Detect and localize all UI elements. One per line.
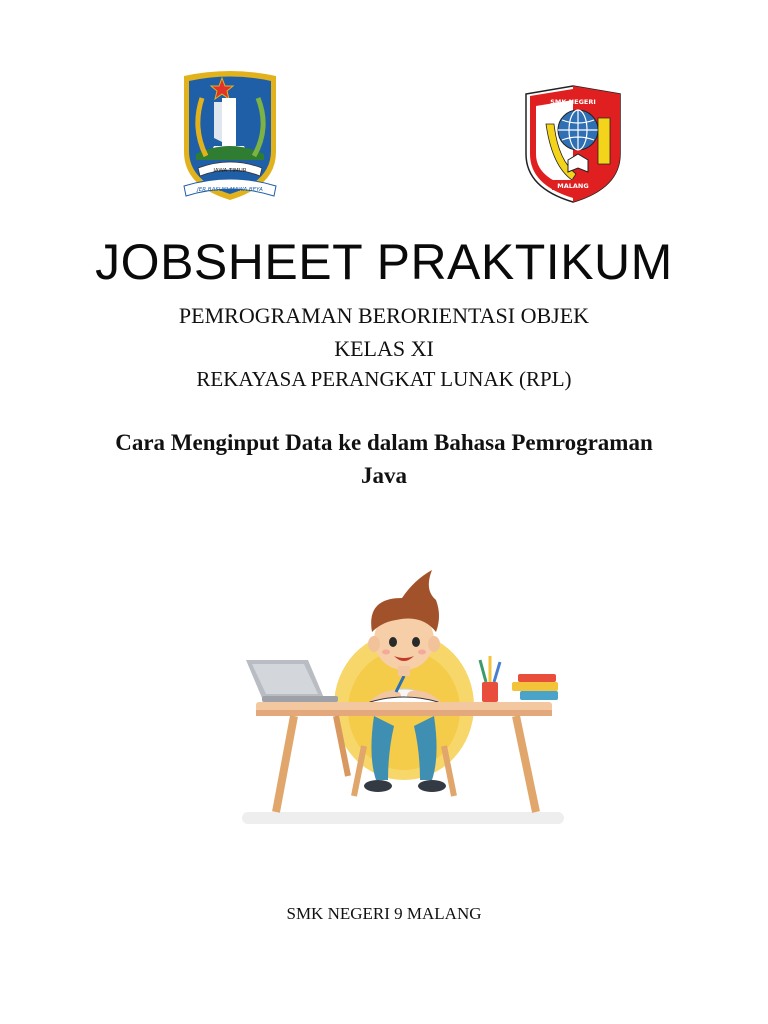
study-program: REKAYASA PERANGKAT LUNAK (RPL) xyxy=(196,367,572,391)
topic-heading xyxy=(60,426,708,492)
class-level: KELAS XI xyxy=(334,336,434,361)
smk-negeri-malang-emblem-icon xyxy=(522,84,624,204)
boy-studying-at-desk-icon xyxy=(236,556,566,832)
school-name: SMK NEGERI 9 MALANG xyxy=(286,904,482,923)
subject-name: PEMROGRAMAN BERORIENTASI OBJEK xyxy=(178,303,590,328)
smk-bottom-text: MALANG xyxy=(557,182,589,190)
topic-line-1: Cara Menginput Data ke dalam Bahasa Pemrograman xyxy=(115,430,653,455)
jatim-motto-text: JER BASUKI MAWA BEYA xyxy=(197,187,263,193)
topic-line-2: Java xyxy=(361,463,407,488)
document-title: JOBSHEET PRAKTIKUM xyxy=(95,234,673,290)
smk-top-text: SMK NEGERI xyxy=(550,98,596,106)
jawa-timur-emblem-icon xyxy=(178,68,282,204)
jatim-ribbon-text: JAWA TIMUR xyxy=(213,168,247,174)
